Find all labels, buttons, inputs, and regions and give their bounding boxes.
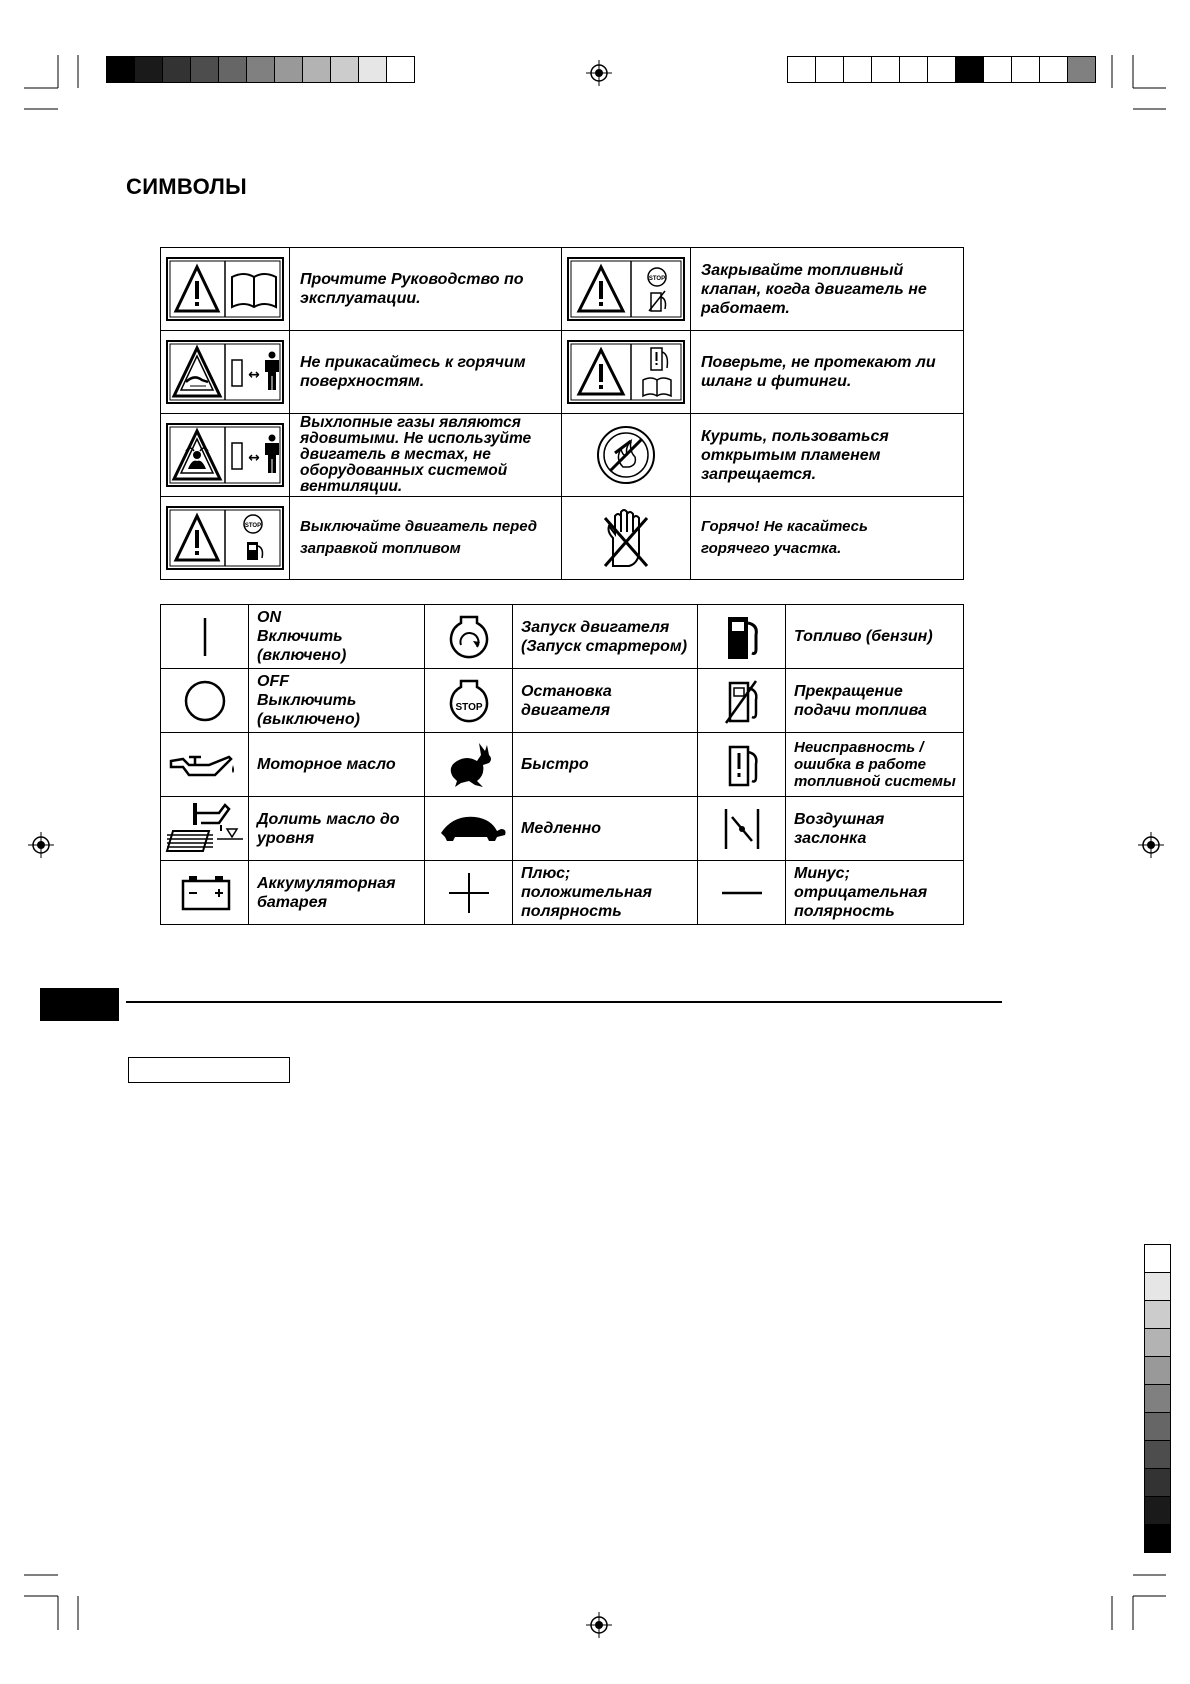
- plus-icon: [439, 865, 499, 921]
- table-row: [161, 331, 964, 414]
- warning-icon-cell: [562, 414, 691, 497]
- engine-start-icon: [439, 609, 499, 665]
- warning-text-cell: Поверьте, не протекают ли шланг и фитинги.: [691, 331, 964, 414]
- svg-text:STOP: STOP: [648, 276, 666, 282]
- svg-text:STOP: STOP: [244, 523, 262, 529]
- svg-text:↔: ↔: [248, 367, 260, 383]
- table-row: [161, 248, 964, 331]
- engine-stop-icon: [439, 673, 499, 729]
- table-row: ON Включить (включено) Запуск двигателя (Запуск стартером) Топливо (бензин): [161, 605, 964, 669]
- minus-icon: [712, 865, 772, 921]
- stop-before-refuel-icon: [164, 504, 286, 572]
- close-fuel-valve-icon: [565, 255, 687, 323]
- svg-text:↔: ↔: [248, 450, 260, 466]
- warning-icon-cell: [161, 414, 290, 497]
- off-icon: [175, 673, 235, 729]
- fuel-icon: [712, 609, 772, 665]
- choke-icon: [712, 801, 772, 857]
- registration-mark-icon: [586, 1612, 612, 1638]
- warning-text-cell: Выключайте двигатель перед заправкой топливом: [290, 497, 562, 580]
- registration-mark-icon: [28, 832, 54, 858]
- registration-mark-icon: [586, 60, 612, 86]
- warning-text-cell: Закрывайте топливный клапан, когда двигатель не работает.: [691, 248, 964, 331]
- fuel-shutoff-icon: [712, 673, 772, 729]
- control-symbols-table: [160, 604, 964, 925]
- toxic-exhaust-icon: [164, 421, 286, 489]
- table-row: Моторное масло Быстро Неисправность / ошибка в работе топливной системы: [161, 733, 964, 797]
- fuel-system-fault-icon: [712, 737, 772, 793]
- oil-fill-level-icon: [163, 799, 247, 859]
- color-bar-top-right: [787, 56, 1097, 83]
- warning-icon-cell: [562, 248, 691, 331]
- page-number-box: [128, 1057, 290, 1083]
- page-title: СИМВОЛЫ: [126, 174, 248, 199]
- warning-icon-cell: [161, 331, 290, 414]
- read-manual-icon: [164, 255, 286, 323]
- table-row: [161, 497, 964, 580]
- registration-mark-icon: [1138, 832, 1164, 858]
- warning-icon-cell: [161, 497, 290, 580]
- check-hose-icon: [565, 338, 687, 406]
- warning-icon-cell: [562, 331, 691, 414]
- engine-oil-icon: [167, 737, 243, 793]
- warning-text-cell: Прочтите Руководство по эксплуатации.: [290, 248, 562, 331]
- section-tab-marker: [40, 988, 119, 1021]
- hot-do-not-touch-icon: [565, 504, 687, 572]
- battery-icon: [173, 865, 237, 921]
- warning-text-cell: Выхлопные газы являются ядовитыми. Не используйте двигатель в местах, не оборудованных системой вентиляции.: [290, 414, 562, 497]
- no-smoking-icon: [565, 421, 687, 489]
- table-row: OFF Выключить (выключено) STOP Остановка двигателя Прекращение подачи топлива: [161, 669, 964, 733]
- table-row: Аккумуляторная батарея Плюс; положительная полярность Минус; отрицательная полярность: [161, 861, 964, 925]
- warning-symbols-table: [160, 247, 964, 580]
- warning-text-cell: Курить, пользоваться открытым пламенем запрещается.: [691, 414, 964, 497]
- table-row: Долить масло до уровня Медленно Воздушная заслонка: [161, 797, 964, 861]
- grayscale-bar-right: [1144, 1244, 1171, 1554]
- slow-icon: [429, 801, 509, 857]
- on-icon: [175, 612, 235, 662]
- grayscale-bar-top-left: [106, 56, 416, 83]
- warning-icon-cell: [161, 248, 290, 331]
- warning-text-cell: Не прикасайтесь к горячим поверхностям.: [290, 331, 562, 414]
- warning-icon-cell: [562, 497, 691, 580]
- warning-text-cell: Горячо! Не касайтесь горячего участка.: [691, 497, 964, 580]
- table-row: [161, 414, 964, 497]
- svg-text:STOP: STOP: [454, 701, 483, 713]
- fast-icon: [439, 737, 499, 793]
- footer-rule: [126, 1001, 1002, 1003]
- hot-surface-icon: [164, 338, 286, 406]
